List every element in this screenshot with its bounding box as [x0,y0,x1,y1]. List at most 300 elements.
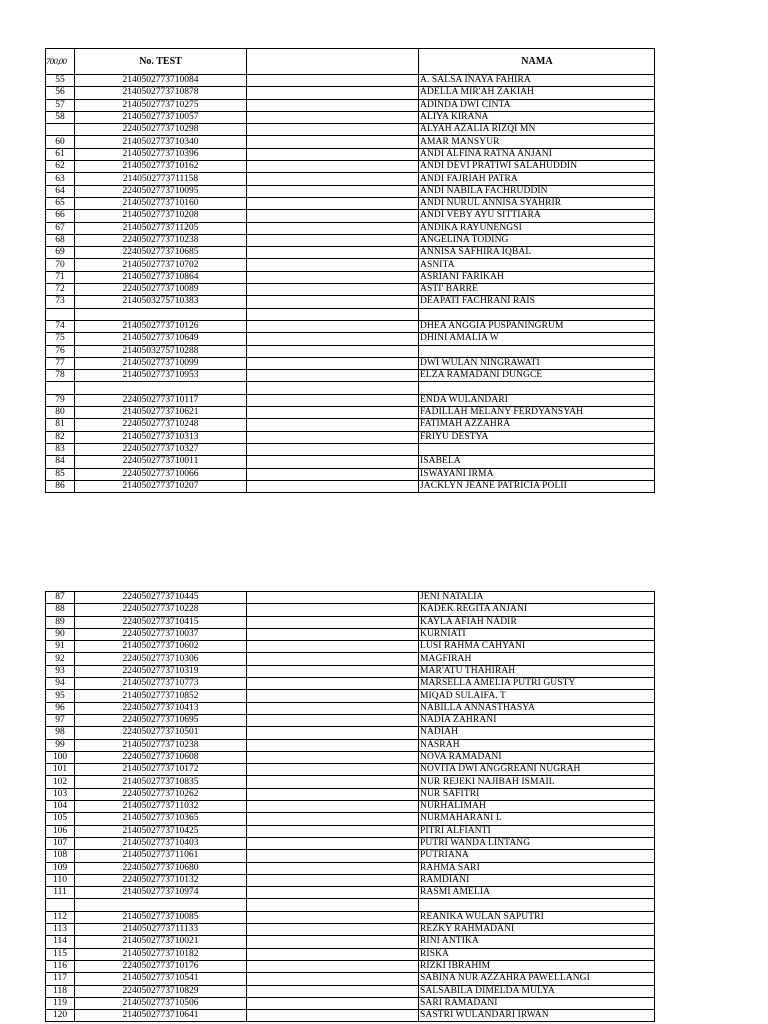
table-row [46,148,655,160]
blank-cell [247,751,419,763]
test-number: 2140502773710953 [75,370,247,382]
blank-cell [247,641,419,653]
blank-cell [247,284,419,296]
row-number: 89 [46,616,75,628]
test-number: 2140502773710208 [75,210,247,222]
student-name [419,382,655,394]
blank-cell [247,456,419,468]
table-row [46,850,655,862]
blank-cell [247,394,419,406]
row-number [46,124,75,136]
table-row [46,764,655,776]
student-name: ALIYA KIRANA [419,111,655,123]
test-number: 2140502773710835 [75,776,247,788]
row-number: 100 [46,751,75,763]
test-number: 2240502773710319 [75,665,247,677]
table-row [46,1010,655,1022]
student-name: ADELLA MIR'AH ZAKIAH [419,87,655,99]
test-number: 2140502773711158 [75,173,247,185]
student-name: ANDI ALFINA RATNA ANJANI [419,148,655,160]
test-number: 2240502773710415 [75,616,247,628]
blank-cell [247,739,419,751]
student-name: NOVA RAMADANI [419,751,655,763]
table-row [46,653,655,665]
table-row [46,948,655,960]
blank-cell [247,801,419,813]
blank-cell [247,443,419,455]
table-row [46,370,655,382]
blank-cell [247,370,419,382]
blank-cell [247,948,419,960]
blank-cell [247,75,419,87]
student-name: ANDI VEBY AYU SITTIARA [419,210,655,222]
student-name: SASTRI WULANDARI IRWAN [419,1010,655,1022]
student-name: KURNIATI [419,628,655,640]
student-name: ASNITA [419,259,655,271]
test-number: 2140502773710057 [75,111,247,123]
student-name: PITRI ALFIANTI [419,825,655,837]
blank-cell [247,333,419,345]
header-blank [247,49,419,75]
test-number: 2240502773710089 [75,284,247,296]
table-row [46,161,655,173]
header-corner: 700,00 [46,49,75,75]
blank-cell [247,850,419,862]
blank-cell [247,997,419,1009]
blank-cell [247,259,419,271]
row-number [46,308,75,320]
table-row [46,641,655,653]
test-number: 2140502773710182 [75,948,247,960]
row-number: 68 [46,234,75,246]
blank-cell [247,210,419,222]
test-number [75,308,247,320]
row-number: 90 [46,628,75,640]
test-number: 2140502773710649 [75,333,247,345]
table-row [46,173,655,185]
row-number: 82 [46,431,75,443]
test-number: 2140502773710275 [75,99,247,111]
blank-cell [247,468,419,480]
table-row [46,665,655,677]
row-number: 74 [46,320,75,332]
blank-cell [247,653,419,665]
table-row [46,87,655,99]
student-name: ADINDA DWI CINTA [419,99,655,111]
table-row [46,357,655,369]
blank-cell [247,813,419,825]
student-name: DEAPATI FACHRANI RAIS [419,296,655,308]
test-number: 2140502773710099 [75,357,247,369]
table-row [46,678,655,690]
row-number: 81 [46,419,75,431]
blank-cell [247,357,419,369]
student-name: NUR REJEKI NAJIBAH ISMAIL [419,776,655,788]
row-number [46,899,75,911]
blank-cell [247,604,419,616]
table-row [46,973,655,985]
student-name [419,345,655,357]
table-row [46,320,655,332]
test-number: 2140502773710974 [75,887,247,899]
test-number: 2140502773710864 [75,271,247,283]
row-number: 95 [46,690,75,702]
test-number: 2140502773710172 [75,764,247,776]
row-number: 106 [46,825,75,837]
blank-cell [247,173,419,185]
row-number: 96 [46,702,75,714]
row-number: 101 [46,764,75,776]
blank-cell [247,161,419,173]
student-table-top [45,48,655,493]
student-name: NURMAHARANI L [419,813,655,825]
row-number: 85 [46,468,75,480]
blank-cell [247,899,419,911]
row-number: 116 [46,960,75,972]
table-row [46,739,655,751]
row-number: 120 [46,1010,75,1022]
row-number: 93 [46,665,75,677]
blank-cell [247,924,419,936]
table-row [46,862,655,874]
test-number: 2140502773710238 [75,739,247,751]
student-name: JACKLYN JEANE PATRICIA POLII [419,480,655,492]
student-name: NURHALIMAH [419,801,655,813]
student-name: ELZA RAMADANI DUNGCE [419,370,655,382]
test-number [75,382,247,394]
table-row [46,382,655,394]
blank-cell [247,628,419,640]
test-number: 2240502773710695 [75,714,247,726]
test-number: 2140503275710383 [75,296,247,308]
test-number: 2140502773710852 [75,690,247,702]
blank-cell [247,837,419,849]
row-number: 92 [46,653,75,665]
blank-cell [247,678,419,690]
row-number: 79 [46,394,75,406]
student-name: NUR SAFITRI [419,788,655,800]
blank-cell [247,271,419,283]
test-number: 2240502773710327 [75,443,247,455]
blank-cell [247,136,419,148]
test-number: 2240502773710238 [75,234,247,246]
row-number: 69 [46,247,75,259]
row-number: 88 [46,604,75,616]
student-name: NADIA ZAHRANI [419,714,655,726]
blank-cell [247,727,419,739]
row-number: 78 [46,370,75,382]
student-name: MAGFIRAH [419,653,655,665]
test-number: 2140502773710425 [75,825,247,837]
test-number: 2240502773710413 [75,702,247,714]
blank-cell [247,308,419,320]
student-name: MIQAD SULAIFA. T [419,690,655,702]
student-name: PUTRI WANDA LINTANG [419,837,655,849]
test-number: 2240502773710132 [75,874,247,886]
test-number [75,899,247,911]
table-row [46,592,655,604]
table-row [46,468,655,480]
blank-cell [247,407,419,419]
test-number: 2140502773710506 [75,997,247,1009]
row-number: 108 [46,850,75,862]
table-row [46,936,655,948]
test-number: 2140502773710313 [75,431,247,443]
test-number: 2140502773710084 [75,75,247,87]
student-table-bottom [45,591,655,1022]
row-number: 86 [46,480,75,492]
blank-cell [247,345,419,357]
blank-cell [247,320,419,332]
student-name: DHINI AMALIA W [419,333,655,345]
table-row [46,443,655,455]
test-number: 2240502773710445 [75,592,247,604]
student-name [419,308,655,320]
student-name: ASTI' BARRE [419,284,655,296]
student-name: RISKA [419,948,655,960]
header-name: NAMA [419,49,655,75]
table-row [46,99,655,111]
test-number: 2240502773710680 [75,862,247,874]
student-name: ENDA WULANDARI [419,394,655,406]
student-name [419,443,655,455]
blank-cell [247,764,419,776]
table-row [46,727,655,739]
table-row [46,628,655,640]
test-number: 2240502773710037 [75,628,247,640]
blank-cell [247,665,419,677]
row-number: 105 [46,813,75,825]
table-row [46,480,655,492]
student-name: REZKY RAHMADANI [419,924,655,936]
row-number: 107 [46,837,75,849]
row-number: 119 [46,997,75,1009]
student-name: KADEK REGITA ANJANI [419,604,655,616]
test-number: 2140502773710340 [75,136,247,148]
student-name: FADILLAH MELANY FERDYANSYAH [419,407,655,419]
student-name: ANNISA SAFHIRA IQBAL [419,247,655,259]
test-number: 2140502773710207 [75,480,247,492]
student-name: PUTRIANA [419,850,655,862]
test-number: 2240502773710117 [75,394,247,406]
row-number: 87 [46,592,75,604]
test-number: 2240502773710829 [75,985,247,997]
student-name: JENI NATALIA [419,592,655,604]
blank-cell [247,431,419,443]
row-number: 76 [46,345,75,357]
row-number: 115 [46,948,75,960]
test-number: 2140502773710160 [75,197,247,209]
table-row [46,776,655,788]
test-number: 2140502773711032 [75,801,247,813]
blank-cell [247,99,419,111]
test-number: 2140502773711061 [75,850,247,862]
student-name: LUSI RAHMA CAHYANI [419,641,655,653]
blank-cell [247,592,419,604]
test-number: 2140502773710162 [75,161,247,173]
student-name: DHEA ANGGIA PUSPANINGRUM [419,320,655,332]
blank-cell [247,1010,419,1022]
student-name: NABILLA ANNASTHASYA [419,702,655,714]
table-row [46,394,655,406]
table-row [46,825,655,837]
row-number: 56 [46,87,75,99]
table-row [46,431,655,443]
student-name [419,899,655,911]
table-row [46,259,655,271]
row-number: 97 [46,714,75,726]
row-number: 94 [46,678,75,690]
test-number: 2240502773710248 [75,419,247,431]
row-number: 58 [46,111,75,123]
student-name: ASRIANI FARIKAH [419,271,655,283]
table-row [46,616,655,628]
row-number: 110 [46,874,75,886]
table-row [46,899,655,911]
row-number: 62 [46,161,75,173]
student-name: RAHMA SARI [419,862,655,874]
table-row [46,111,655,123]
table-row [46,284,655,296]
test-number: 2240502773710011 [75,456,247,468]
table-row [46,924,655,936]
table-row [46,813,655,825]
row-number: 75 [46,333,75,345]
test-number: 2240502773710298 [75,124,247,136]
blank-cell [247,185,419,197]
student-name: MARSELLA AMELIA PUTRI GUSTY [419,678,655,690]
table-row [46,801,655,813]
table-row [46,960,655,972]
row-number: 73 [46,296,75,308]
blank-cell [247,197,419,209]
table-row [46,185,655,197]
test-number: 2140502773711133 [75,924,247,936]
student-name: ALYAH AZALIA RIZQI MN [419,124,655,136]
test-number: 2140502773710621 [75,407,247,419]
table-row [46,702,655,714]
test-number: 2140502773710878 [75,87,247,99]
table-row [46,210,655,222]
blank-cell [247,234,419,246]
student-name: ANDIKA RAYUNENGSI [419,222,655,234]
test-number: 2140502773710602 [75,641,247,653]
row-number: 102 [46,776,75,788]
blank-cell [247,862,419,874]
row-number: 84 [46,456,75,468]
student-name: AMAR MANSYUR [419,136,655,148]
table-row [46,296,655,308]
blank-cell [247,148,419,160]
table-row [46,345,655,357]
student-name: ISWAYANI IRMA [419,468,655,480]
table-row [46,788,655,800]
test-number: 2140502773711205 [75,222,247,234]
table-row [46,690,655,702]
table-row [46,247,655,259]
blank-cell [247,702,419,714]
row-number: 72 [46,284,75,296]
table-row [46,714,655,726]
student-name: DWI WULAN NINGRAWATI [419,357,655,369]
table-row [46,997,655,1009]
blank-cell [247,776,419,788]
blank-cell [247,480,419,492]
blank-cell [247,382,419,394]
blank-cell [247,973,419,985]
test-number: 2140502773710702 [75,259,247,271]
student-name: SABINA NUR AZZAHRA PAWELLANGI [419,973,655,985]
blank-cell [247,87,419,99]
test-number: 2240502773710095 [75,185,247,197]
table-row [46,308,655,320]
blank-cell [247,960,419,972]
row-number: 111 [46,887,75,899]
student-name: A. SALSA INAYA FAHIRA [419,75,655,87]
test-number: 2140502773710773 [75,678,247,690]
test-number: 2140502773710641 [75,1010,247,1022]
student-name: NADIAH [419,727,655,739]
test-number: 2140502773710396 [75,148,247,160]
table-row [46,136,655,148]
row-number: 77 [46,357,75,369]
blank-cell [247,247,419,259]
blank-cell [247,936,419,948]
student-name: ISABELA [419,456,655,468]
row-number: 103 [46,788,75,800]
row-number: 112 [46,911,75,923]
student-name: ANDI NURUL ANNISA SYAHRIR [419,197,655,209]
row-number [46,382,75,394]
row-number: 109 [46,862,75,874]
test-number: 2240502773710262 [75,788,247,800]
row-number: 67 [46,222,75,234]
row-number: 55 [46,75,75,87]
blank-cell [247,222,419,234]
student-name: SARI RAMADANI [419,997,655,1009]
header-test-number: No. TEST [75,49,247,75]
test-number: 2140503275710288 [75,345,247,357]
student-name: RINI ANTIKA [419,936,655,948]
test-number: 2240502773710066 [75,468,247,480]
table-row [46,837,655,849]
table-row [46,197,655,209]
row-number: 71 [46,271,75,283]
table-row [46,407,655,419]
table-row [46,234,655,246]
test-number: 2240502773710306 [75,653,247,665]
student-name: REANIKA WULAN SAPUTRI [419,911,655,923]
blank-cell [247,690,419,702]
blank-cell [247,616,419,628]
row-number: 57 [46,99,75,111]
student-name: ANDI DEVI PRATIWI SALAHUDDIN [419,161,655,173]
row-number: 99 [46,739,75,751]
blank-cell [247,887,419,899]
test-number: 2140502773710541 [75,973,247,985]
row-number: 64 [46,185,75,197]
row-number: 113 [46,924,75,936]
student-name: ANDI FAJRIAH PATRA [419,173,655,185]
blank-cell [247,419,419,431]
row-number: 98 [46,727,75,739]
test-number: 2240502773710228 [75,604,247,616]
row-number: 117 [46,973,75,985]
test-number: 2140502773710085 [75,911,247,923]
table-row [46,419,655,431]
row-number: 60 [46,136,75,148]
student-name: FATIMAH AZZAHRA [419,419,655,431]
